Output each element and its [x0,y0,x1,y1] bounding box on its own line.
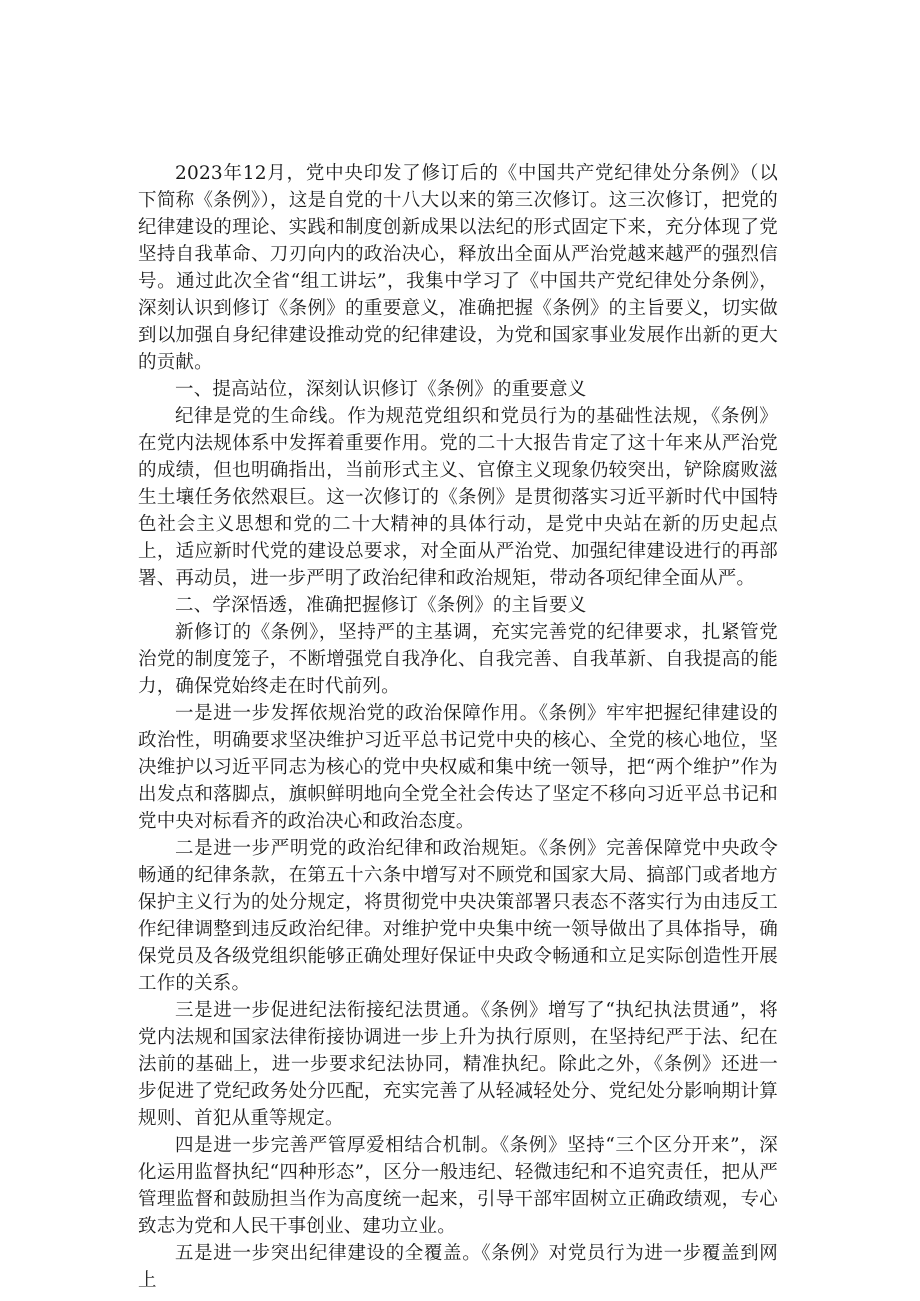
body-paragraph: 五是进一步突出纪律建设的全覆盖。《条例》对党员行为进一步覆盖到网上 [138,1243,778,1291]
body-paragraph: 四是进一步完善严管厚爱相结合机制。《条例》坚持“三个区分开来”，深化运用监督执纪“四种形态”，区分一般违纪、轻微违纪和不追究责任，把从严管理监督和鼓励担当作为高度统一起来，引导干部牢固树立正确政绩观，专心致志为党和人民干事创业、建功立业。 [138,1135,778,1237]
body-paragraph: 一是进一步发挥依规治党的政治保障作用。《条例》牢牢把握纪律建设的政治性，明确要求坚决维护习近平总书记党中央的核心、全党的核心地位，坚决维护以习近平同志为核心的党中央权威和集中统一领导，把“两个维护”作为出发点和落脚点，旗帜鲜明地向全党全社会传达了坚定不移向习近平总书记和党中央对标看齐的政治决心和政治态度。 [138,703,778,832]
body-paragraph: 纪律是党的生命线。作为规范党组织和党员行为的基础性法规，《条例》在党内法规体系中发挥着重要作用。党的二十大报告肯定了这十年来从严治党的成绩，但也明确指出，当前形式主义、官僚主义现象仍较突出，铲除腐败滋生土壤任务依然艰巨。这一次修订的《条例》是贯彻落实习近平新时代中国特色社会主义思想和党的二十大精神的具体行动，是党中央站在新的历史起点上，适应新时代党的建设总要求，对全面从严治党、加强纪律建设进行的再部署、再动员，进一步严明了政治纪律和政治规矩，带动各项纪律全面从严。 [138,406,778,589]
section-heading-2: 二、学深悟透，准确把握修订《条例》的主旨要义 [175,595,587,616]
body-paragraph: 新修订的《条例》，坚持严的主基调，充实完善党的纪律要求，扎紧管党治党的制度笼子，不断增强党自我净化、自我完善、自我革新、自我提高的能力，确保党始终走在时代前列。 [138,622,778,697]
section-heading-1: 一、提高站位，深刻认识修订《条例》的重要意义 [175,379,587,400]
body-paragraph: 二是进一步严明党的政治纪律和政治规矩。《条例》完善保障党中央政令畅通的纪律条款，在第五十六条中增写对不顾党和国家大局、搞部门或者地方保护主义行为的处分规定，将贯彻党中央决策部署只表态不落实行为由违反工作纪律调整到违反政治纪律。对维护党中央集中统一领导做出了具体指导，确保党员及各级党组织能够正确处理好保证中央政令畅通和立足实际创造性开展工作的关系。 [138,838,778,994]
intro-paragraph: 2023年12月，党中央印发了修订后的《中国共产党纪律处分条例》（以下简称《条例》），这是自党的十八大以来的第三次修订。这三次修订，把党的纪律建设的理论、实践和制度创新成果以法纪的形式固定下来，充分体现了党坚持自我革命、刀刃向内的政治决心，释放出全面从严治党越来越严的强烈信号。通过此次全省“组工讲坛”，我集中学习了《中国共产党纪律处分条例》，深刻认识到修订《条例》的重要意义，准确把握《条例》的主旨要义，切实做到以加强自身纪律建设推动党的纪律建设，为党和国家事业发展作出新的更大的贡献。 [138,163,778,373]
document-body [138,160,778,1294]
body-paragraph: 三是进一步促进纪法衔接纪法贯通。《条例》增写了“执纪执法贯通”，将党内法规和国家法律衔接协调进一步上升为执行原则，在坚持纪严于法、纪在法前的基础上，进一步要求纪法协同，精准执纪。除此之外，《条例》还进一步促进了党纪政务处分匹配，充实完善了从轻减轻处分、党纪处分影响期计算规则、首犯从重等规定。 [138,1000,778,1129]
